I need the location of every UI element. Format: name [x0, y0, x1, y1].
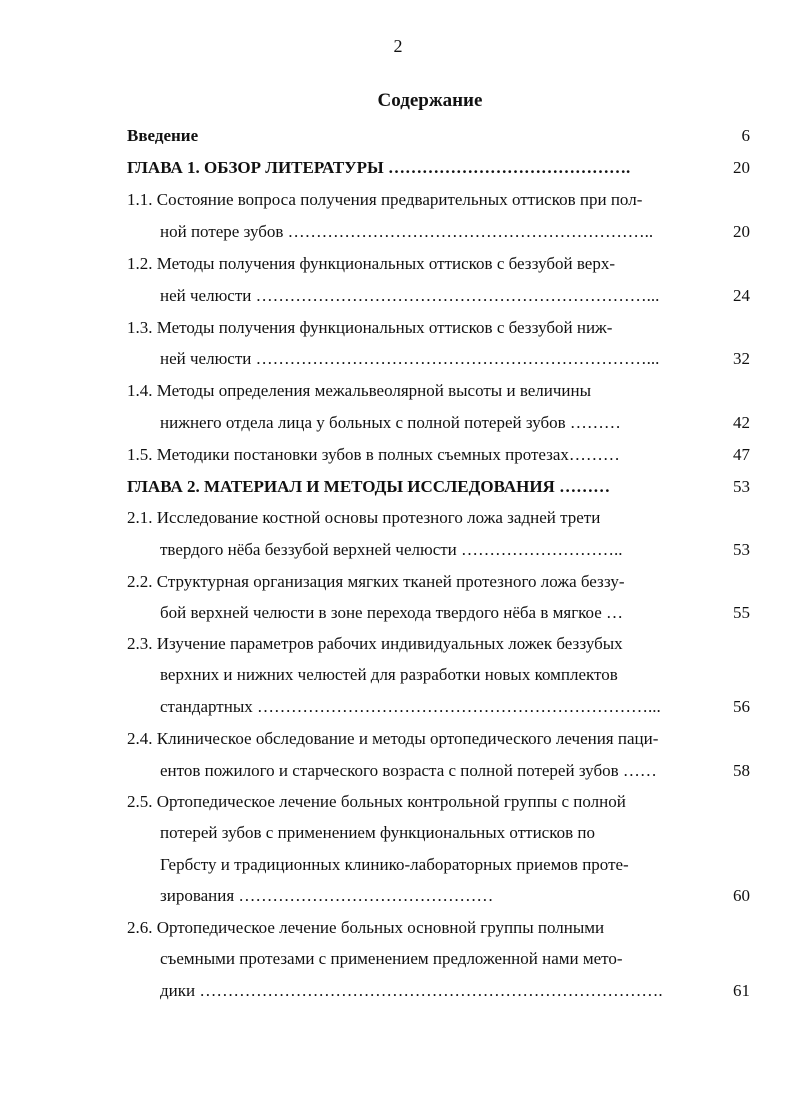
toc-page-1-2: 24: [733, 286, 750, 305]
toc-page-2-4: 58: [733, 761, 750, 780]
toc-section-2-2-line-2: бой верхней челюсти в зоне перехода твердого нёба в мягкое …: [160, 603, 624, 622]
toc-title: Содержание: [377, 90, 483, 111]
page-number: 2: [393, 36, 403, 56]
toc-section-2-6-line-2: съемными протезами с применением предложенной нами мето-: [160, 949, 623, 968]
toc-page-2-5: 60: [733, 886, 750, 905]
toc-chapter-1: ГЛАВА 1. ОБЗОР ЛИТЕРАТУРЫ …………………………………….: [127, 158, 631, 177]
toc-page-intro: 6: [741, 126, 750, 145]
toc-section-2-5-line-1: 2.5. Ортопедическое лечение больных контрольной группы с полной: [127, 792, 626, 811]
toc-section-1-1-line-1: 1.1. Состояние вопроса получения предварительных оттисков при пол-: [127, 190, 643, 209]
toc-section-1-4-line-1: 1.4. Методы определения межальвеолярной высоты и величины: [127, 381, 592, 400]
toc-page-1-5: 47: [733, 445, 750, 464]
toc-section-2-6-line-3: дики ……………………………………………………………………….: [160, 981, 663, 1000]
toc-section-2-5-line-3: Гербсту и традиционных клинико-лабораторных приемов проте-: [160, 855, 629, 874]
toc-section-1-1-line-2: ной потере зубов ………………………………………………………..: [160, 222, 654, 241]
toc-section-1-3-line-2: ней челюсти ……………………………………………………………...: [160, 349, 660, 368]
toc-chapter-2: ГЛАВА 2. МАТЕРИАЛ И МЕТОДЫ ИССЛЕДОВАНИЯ ………: [127, 477, 611, 496]
toc-section-1-2-line-1: 1.2. Методы получения функциональных оттисков с беззубой верх-: [127, 254, 615, 273]
toc-page-chapter-1: 20: [733, 158, 750, 177]
toc-page-2-6: 61: [733, 981, 750, 1000]
toc-page-2-2: 55: [733, 603, 750, 622]
toc-section-2-5-line-2: потерей зубов с применением функциональных оттисков по: [160, 823, 595, 842]
toc-section-2-4-line-2: ентов пожилого и старческого возраста с полной потерей зубов ……: [160, 761, 657, 780]
toc-section-2-1-line-2: твердого нёба беззубой верхней челюсти ………………………..: [160, 540, 623, 559]
toc-section-1-5: 1.5. Методики постановки зубов в полных съемных протезах………: [127, 445, 620, 464]
toc-section-1-2-line-2: ней челюсти ……………………………………………………………...: [160, 286, 660, 305]
toc-section-2-3-line-3: стандартных ……………………………………………………………...: [160, 697, 661, 716]
toc-page-2-3: 56: [733, 697, 750, 716]
toc-page-chapter-2: 53: [733, 477, 750, 496]
toc-section-2-4-line-1: 2.4. Клиническое обследование и методы ортопедического лечения паци-: [127, 729, 659, 748]
toc-page-2-1: 53: [733, 540, 750, 559]
toc-section-2-6-line-1: 2.6. Ортопедическое лечение больных основной группы полными: [127, 918, 605, 937]
toc-section-2-5-line-4: зирования ………………………………………: [160, 886, 494, 905]
toc-entry-intro: Введение: [127, 126, 199, 145]
toc-section-2-3-line-2: верхних и нижних челюстей для разработки новых комплектов: [160, 665, 618, 684]
toc-section-2-3-line-1: 2.3. Изучение параметров рабочих индивидуальных ложек беззубых: [127, 634, 623, 653]
toc-section-2-2-line-1: 2.2. Структурная организация мягких тканей протезного ложа беззу-: [127, 572, 625, 591]
toc-section-2-1-line-1: 2.1. Исследование костной основы протезного ложа задней трети: [127, 508, 601, 527]
toc-section-1-4-line-2: нижнего отдела лица у больных с полной потерей зубов ………: [160, 413, 621, 432]
toc-section-1-3-line-1: 1.3. Методы получения функциональных оттисков с беззубой ниж-: [127, 318, 613, 337]
toc-page-1-1: 20: [733, 222, 750, 241]
toc-page-1-4: 42: [733, 413, 750, 432]
toc-page-1-3: 32: [733, 349, 750, 368]
